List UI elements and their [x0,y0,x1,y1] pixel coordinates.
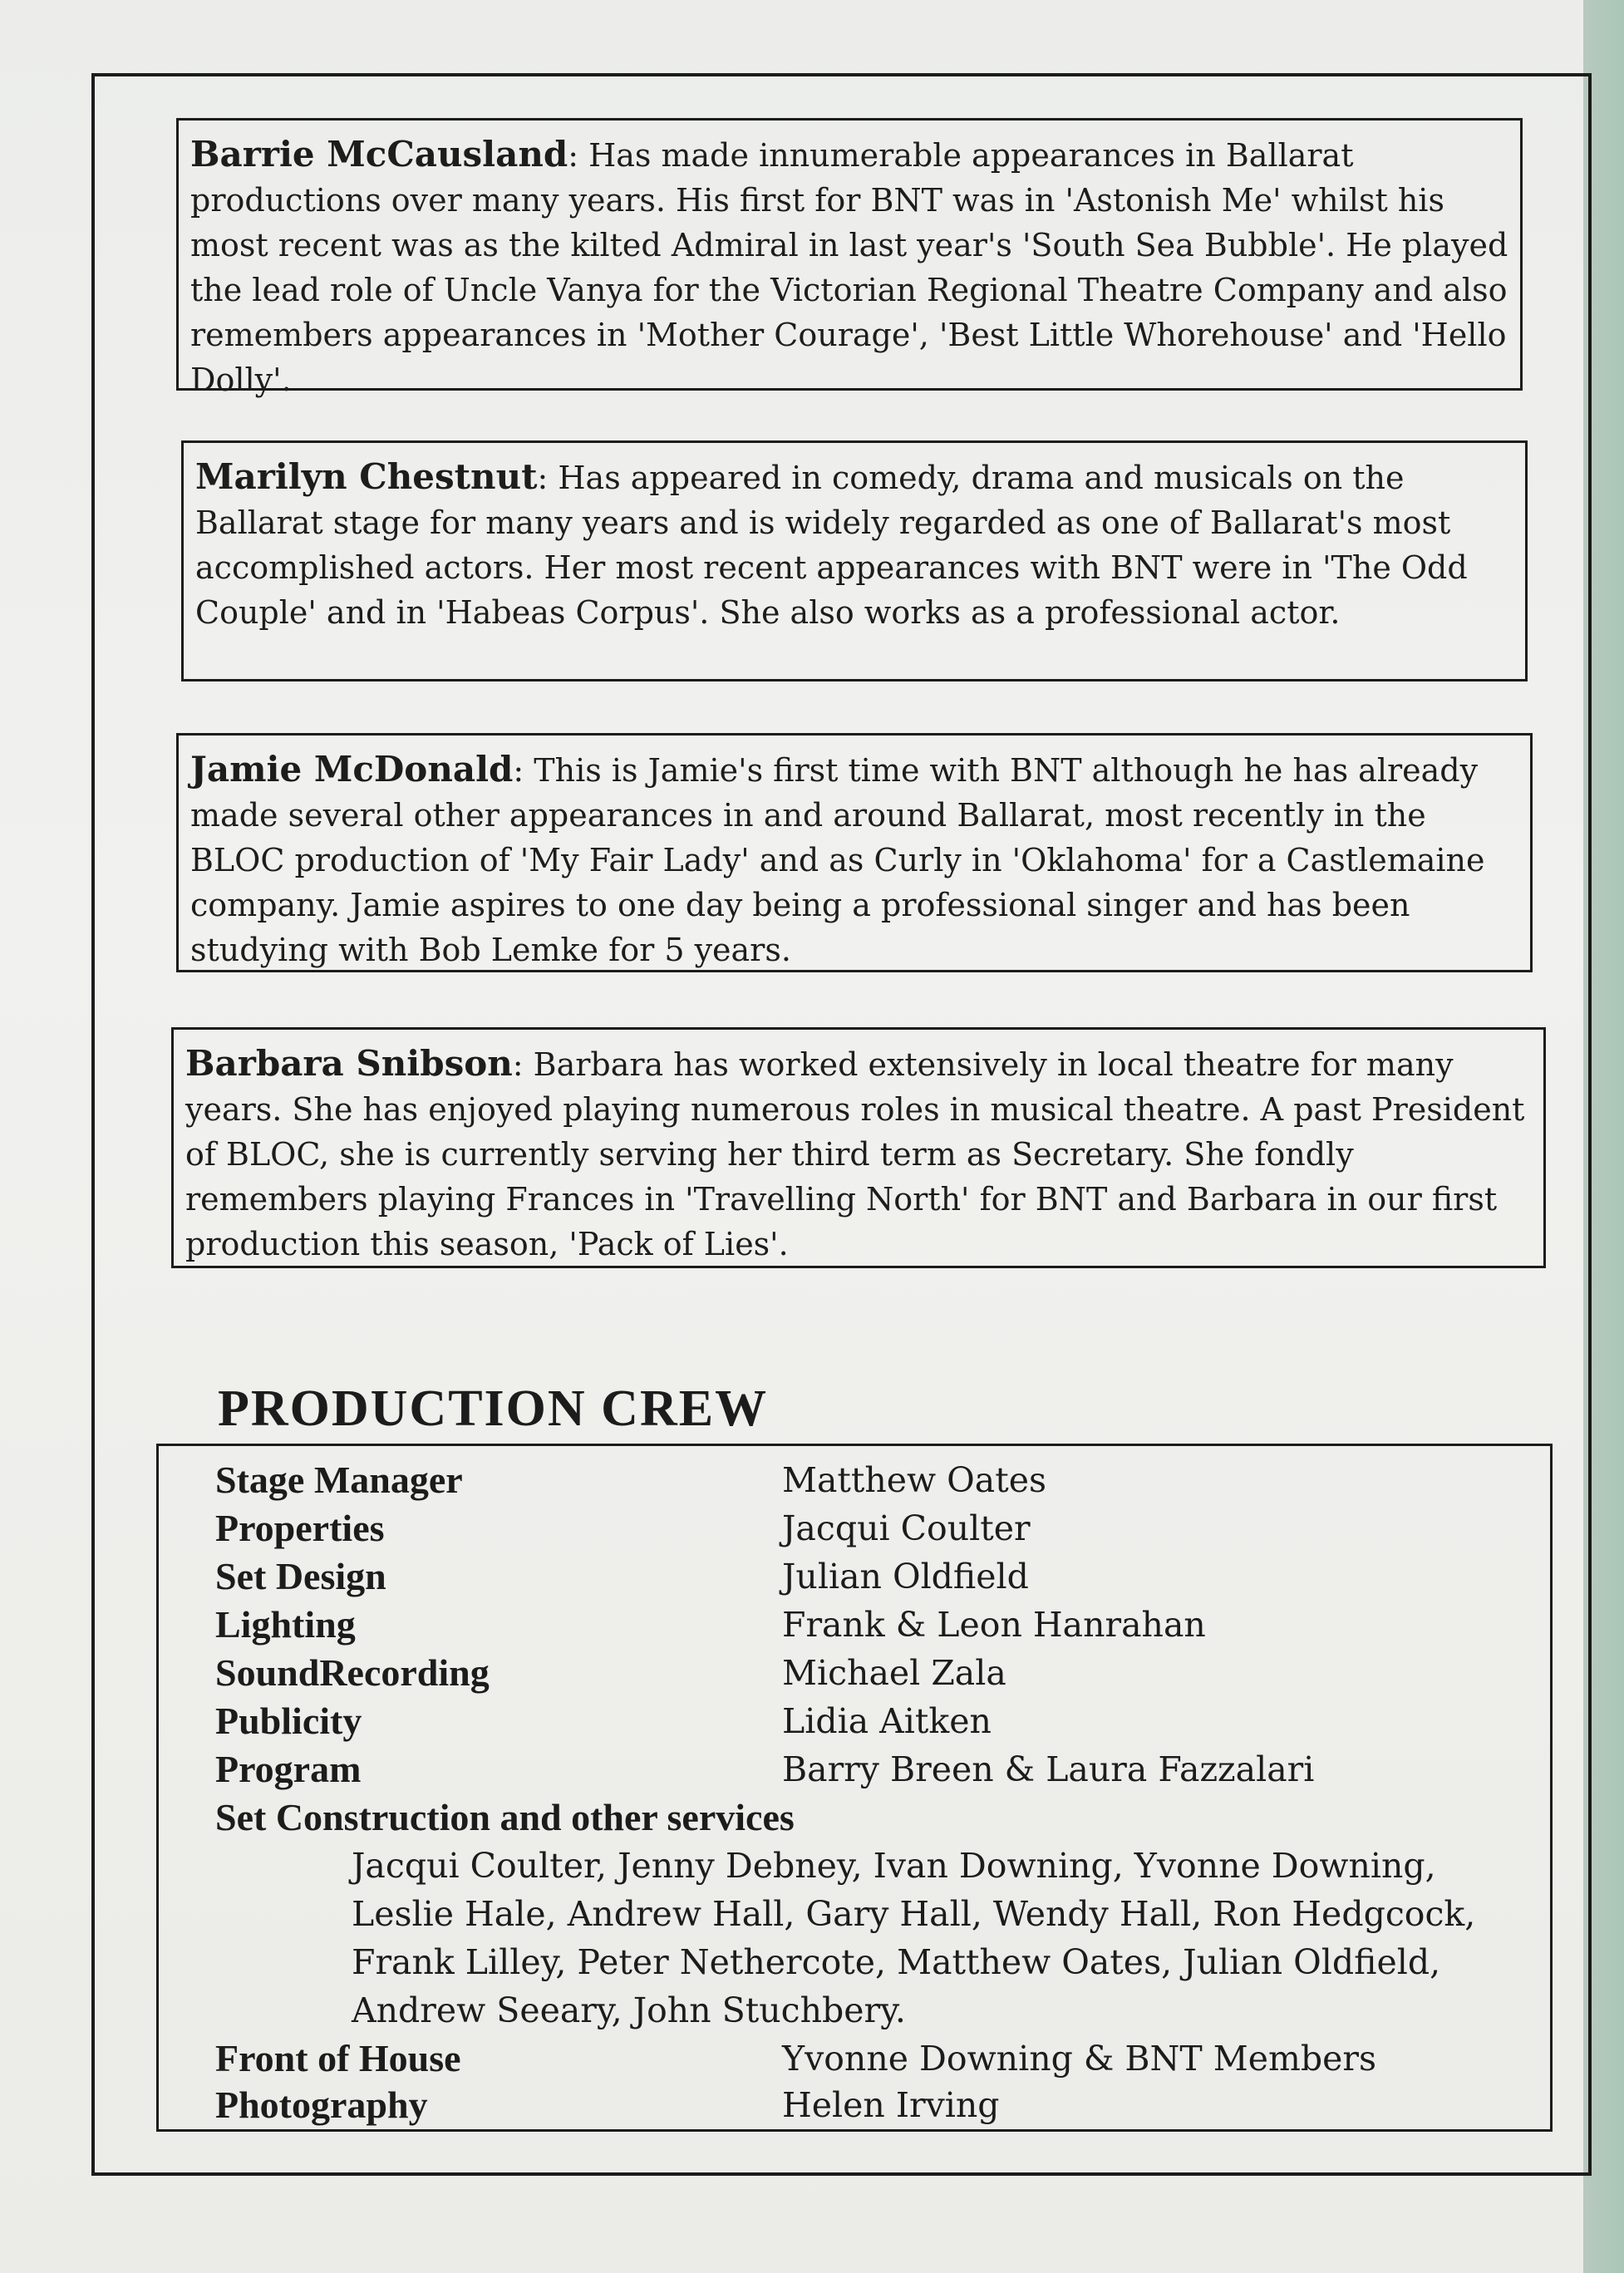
bio-name: Barrie McCausland [190,134,568,175]
bio-barbara-snibson [171,1027,1546,1268]
set-construction-members-row [159,1842,1555,2034]
crew-member: Matthew Oates [782,1460,1047,1500]
bio-marilyn-chestnut [181,440,1528,681]
crew-row [159,2034,1555,2083]
crew-role: Lighting [215,1603,356,1646]
crew-member: Frank & Leon Hanrahan [782,1605,1206,1645]
crew-role: SoundRecording [215,1651,490,1694]
crew-row [159,1456,1555,1504]
crew-role: Publicity [215,1700,362,1742]
crew-role: Program [215,1748,362,1790]
bio-jamie-mcdonald [176,733,1533,972]
crew-row [159,1552,1555,1601]
crew-role: Set Construction and other services [215,1796,795,1838]
crew-role: Front of House [215,2037,461,2079]
crew-role: Stage Manager [215,1459,463,1501]
crew-role: Set Design [215,1555,386,1597]
crew-member: Jacqui Coulter [782,1508,1031,1548]
bio-text: : Barbara has worked extensively in local theatre for many years. She has enjoyed playing numerous roles in musical theatre. A past President of BLOC, she is currently serving her third term as Secretary. She fondly remembers playing Frances in 'Travelling North' for BNT and Barbara in our first production this season, 'Pack of Lies'. [185,1046,1525,1262]
crew-row [159,2081,1555,2129]
crew-member: Helen Irving [782,2085,1000,2125]
bio-text: : Has made innumerable appearances in Ballarat productions over many years. His first for BNT was in 'Astonish Me' whilst his most recent was as the kilted Admiral in last year's 'South Sea Bubble'. He played the lead role of Uncle Vanya for the Victorian Regional Theatre Company and also remembers appearances in 'Mother Courage', 'Best Little Whorehouse' and 'Hello Dolly'. [190,137,1508,398]
crew-role: Photography [215,2084,428,2126]
set-construction-members: Jacqui Coulter, Jenny Debney, Ivan Downing, Yvonne Downing, Leslie Hale, Andrew Hall, Gary Hall, Wendy Hall, Ron Hedgcock, Frank Lilley, Peter Nethercote, Matthew Oates, Julian Oldfield, Andrew Seeary, John Stuchbery. [352,1846,1476,2030]
bio-text: : Has appeared in comedy, drama and musicals on the Ballarat stage for many years and is widely regarded as one of Ballarat's most accomplished actors. Her most recent appearances with BNT were in 'The Odd Couple' and in 'Habeas Corpus'. She also works as a professional actor. [195,460,1468,631]
bio-name: Jamie McDonald [190,749,514,790]
crew-member: Michael Zala [782,1653,1006,1693]
crew-member: Lidia Aitken [782,1701,992,1741]
crew-member: Yvonne Downing & BNT Members [782,2039,1377,2079]
bio-barrie-mccausland [176,118,1523,398]
bio-name: Barbara Snibson [185,1043,513,1084]
crew-row [159,1601,1555,1649]
crew-member: Barry Breen & Laura Fazzalari [782,1749,1315,1789]
crew-member: Julian Oldfield [782,1557,1029,1597]
crew-row [159,1504,1555,1552]
production-crew-table [156,1444,1553,2132]
crew-row [159,1649,1555,1697]
bio-text: : This is Jamie's first time with BNT although he has already made several other appearances in and around Ballarat, most recently in the BLOC production of 'My Fair Lady' and as Curly in 'Oklahoma' for a Castlemaine company. Jamie aspires to one day being a professional singer and has been studying with Bob Lemke for 5 years. [190,752,1485,968]
crew-row [159,1745,1555,1793]
production-crew-title: PRODUCTION CREW [218,1380,769,1437]
crew-row [159,1697,1555,1745]
crew-role: Properties [215,1507,385,1549]
bio-name: Marilyn Chestnut [195,456,538,497]
crew-row [159,1793,1555,1842]
